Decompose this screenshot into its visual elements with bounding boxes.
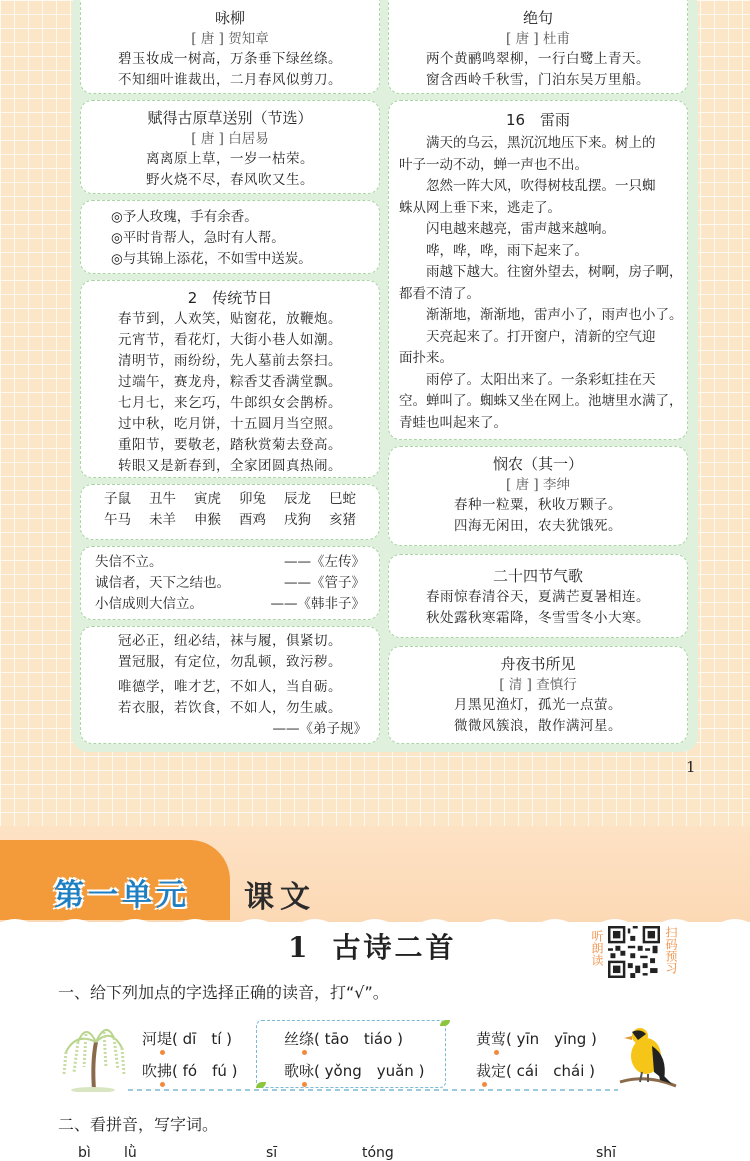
pinyin: sī	[266, 1145, 278, 1161]
proverb: ◎予人玫瑰，手有余香。	[111, 209, 258, 225]
zodiac-item: 巳蛇	[329, 491, 356, 507]
zodiac-item: 亥猪	[329, 512, 356, 528]
card-proverbs	[80, 200, 380, 274]
lesson-heading: 16 雷雨	[505, 111, 571, 129]
poem-line: 不知细叶谁裁出，二月春风似剪刀。	[118, 72, 342, 88]
card-dizigui	[80, 626, 380, 744]
poem-author: [ 清 ] 查慎行	[499, 677, 577, 693]
pinyin: bì	[78, 1145, 91, 1161]
emphasis-dot	[302, 1050, 307, 1055]
word-item	[284, 1060, 424, 1081]
text-line: 叶子一动不动，蝉一声也不出。	[399, 156, 588, 173]
emphasis-dot	[482, 1082, 487, 1087]
zodiac-item: 戌狗	[284, 512, 311, 528]
emphasis-dot	[160, 1082, 165, 1087]
poem-line: 若衣服，若饮食，不如人，勿生戚。	[118, 700, 342, 716]
text-line: 都看不清了。	[399, 285, 480, 302]
poem-line: 四海无闲田，农夫犹饿死。	[454, 518, 622, 534]
pinyin-choices[interactable]: ( fó fú )	[172, 1062, 238, 1080]
word-item	[142, 1060, 238, 1081]
card-festivals	[80, 280, 380, 478]
poem-line: 春种一粒粟，秋收万颗子。	[454, 497, 622, 513]
word: 黄莺	[476, 1030, 507, 1048]
dashed-divider	[128, 1088, 618, 1092]
emphasis-dot	[302, 1082, 307, 1087]
lesson-heading: 2 传统节日	[187, 289, 273, 307]
pinyin-choices[interactable]: ( dī tí )	[172, 1030, 232, 1048]
zodiac-row	[95, 510, 365, 531]
poem-title: 咏柳	[214, 9, 245, 27]
text-line: 闪电越来越亮，雷声越来越响。	[426, 221, 615, 237]
word-item	[142, 1028, 232, 1049]
word: 河堤	[142, 1030, 173, 1048]
zodiac-item: 卯兔	[239, 491, 266, 507]
proverb: ◎平时肯帮人，急时有人帮。	[111, 230, 285, 246]
page-number: 1	[686, 758, 696, 776]
pinyin-choices[interactable]: ( tāo tiáo )	[314, 1030, 403, 1048]
poem-source: ——《弟子规》	[272, 721, 367, 737]
lesson-number: 1	[288, 931, 311, 964]
word: 歌咏	[284, 1062, 315, 1080]
poem-line: 碧玉妆成一树高，万条垂下绿丝绦。	[118, 51, 342, 67]
zodiac-item: 午马	[104, 512, 131, 528]
text-line: 哗，哗，哗，雨下起来了。	[426, 242, 588, 259]
poem-line: 月黑见渔灯，孤光一点萤。	[454, 697, 622, 713]
poem-title: 舟夜书所见	[500, 655, 576, 673]
text-line: 雨越下越大。往窗外望去，树啊，房子啊，	[426, 264, 683, 280]
question-2: 二、看拼音，写字词。	[58, 1115, 219, 1134]
poem-line: 秋处露秋寒霜降，冬雪雪冬小大寒。	[426, 610, 650, 626]
zodiac-row	[95, 489, 365, 510]
quote-row	[95, 573, 365, 594]
word: 丝绦	[284, 1030, 315, 1048]
question-1: 一、给下列加点的字选择正确的读音，打“√”。	[58, 983, 389, 1002]
poem-title: 赋得古原草送别（节选）	[147, 109, 313, 127]
poem-title: 绝句	[522, 9, 553, 27]
text-line: 忽然一阵大风，吹得树枝乱摆。一只蜘	[426, 178, 656, 194]
poem-author: [ 唐 ] 李绅	[506, 477, 570, 493]
word: 吹拂	[142, 1062, 173, 1080]
card-minnong	[388, 446, 688, 546]
card-jueju	[388, 0, 688, 94]
poem-line: 窗含西岭千秋雪，门泊东吴万里船。	[426, 72, 650, 88]
poem-title: 二十四节气歌	[492, 567, 583, 585]
pinyin: lǜ	[124, 1145, 137, 1161]
card-zodiac	[80, 484, 380, 540]
poem-line: 置冠服，有定位，勿乱顿，致污秽。	[118, 654, 342, 670]
word: 裁定	[476, 1062, 507, 1080]
poem-line: 微微风簇浪，散作满河星。	[454, 718, 622, 734]
text-line: 天亮起来了。打开窗户，清新的空气迎	[426, 328, 656, 345]
cut-off-line	[91, 0, 369, 7]
lesson-title	[288, 926, 457, 966]
text-line: 面扑来。	[399, 350, 453, 366]
quote-row	[95, 552, 365, 573]
poem-line: 离离原上草，一岁一枯荣。	[146, 151, 314, 167]
qr-code-icon[interactable]	[608, 926, 660, 978]
poem-line: 唯德学，唯才艺，不如人，当自砺。	[118, 679, 342, 695]
poem-line: 过端午，赛龙舟，粽香艾香满堂飘。	[118, 374, 342, 390]
emphasis-dot	[494, 1050, 499, 1055]
zodiac-item: 申猴	[194, 512, 221, 528]
cut-off-line	[399, 0, 677, 7]
word-item	[476, 1028, 597, 1049]
emphasis-dot	[160, 1050, 165, 1055]
lesson-name: 古诗二首	[332, 931, 457, 964]
oriole-bird-icon	[616, 1022, 680, 1088]
zodiac-item: 酉鸡	[239, 512, 266, 528]
zodiac-item: 丑牛	[149, 491, 176, 507]
poem-author: [ 唐 ] 白居易	[191, 131, 269, 147]
poem-line: 两个黄鹂鸣翠柳，一行白鹭上青天。	[426, 51, 650, 67]
poem-line: 七月七，来乞巧，牛郎织女会鹊桥。	[118, 395, 342, 411]
poem-line: 过中秋，吃月饼，十五圆月当空照。	[118, 416, 342, 432]
poem-author: [ 唐 ] 杜甫	[506, 31, 570, 47]
card-jieqi	[388, 554, 688, 638]
card-zhouye	[388, 646, 688, 744]
zodiac-item: 寅虎	[194, 491, 221, 507]
poem-line: 冠必正，纽必结，袜与履，俱紧切。	[118, 633, 342, 649]
proverb: ◎与其锦上添花，不如雪中送炭。	[111, 251, 312, 267]
pinyin: shī	[596, 1145, 617, 1161]
unit-label: 第一单元	[54, 878, 190, 913]
poem-line: 清明节，雨纷纷，先人墓前去祭扫。	[118, 353, 342, 369]
poem-line: 元宵节，看花灯，大街小巷人如潮。	[118, 332, 342, 348]
quote-text: 失信不立。	[95, 554, 163, 570]
text-line: 渐渐地，渐渐地，雷声小了，雨声也小了。	[426, 307, 683, 323]
poem-line: 野火烧不尽，春风吹又生。	[146, 172, 314, 188]
pinyin: tóng	[362, 1145, 394, 1161]
poem-line: 重阳节，要敬老，踏秋赏菊去登高。	[118, 437, 342, 453]
pinyin-choices[interactable]: ( yīn yīng )	[506, 1030, 597, 1048]
poem-title: 悯农（其一）	[492, 455, 583, 473]
quote-source: ——《管子》	[284, 575, 365, 591]
card-leiyu	[388, 100, 688, 440]
quote-source: ——《左传》	[284, 554, 365, 570]
card-fude	[80, 100, 380, 194]
card-quotes	[80, 546, 380, 620]
zodiac-item: 未羊	[149, 512, 176, 528]
poem-line: 转眼又是新春到，全家团圆真热闹。	[118, 458, 342, 474]
quote-source: ——《韩非子》	[270, 596, 365, 612]
word-item	[284, 1028, 403, 1049]
willow-tree-icon	[56, 1012, 130, 1092]
zodiac-item: 子鼠	[104, 491, 131, 507]
text-line: 满天的乌云，黑沉沉地压下来。树上的	[426, 135, 656, 151]
text-line: 蛛从网上垂下来，逃走了。	[399, 199, 561, 216]
unit-section-label: 课文	[244, 880, 316, 915]
text-line: 青蛙也叫起来了。	[399, 414, 507, 431]
qr-caption-left: 听朗读	[590, 930, 604, 966]
text-line: 空。蝉叫了。蜘蛛又坐在网上。池塘里水满了，	[399, 393, 683, 409]
card-yongliu	[80, 0, 380, 94]
pinyin-choices[interactable]: ( cái chái )	[506, 1062, 595, 1080]
word-item	[476, 1060, 595, 1081]
quote-text: 小信成则大信立。	[95, 596, 203, 612]
poem-line: 春雨惊春清谷天，夏满芒夏暑相连。	[426, 589, 650, 605]
qr-caption-right: 扫码预习	[664, 926, 678, 974]
quote-text: 诚信者，天下之结也。	[95, 575, 230, 591]
pinyin-choices[interactable]: ( yǒng yuǎn )	[314, 1062, 425, 1080]
text-line: 雨停了。太阳出来了。一条彩虹挂在天	[426, 371, 656, 388]
quote-row	[95, 594, 365, 615]
poem-author: [ 唐 ] 贺知章	[191, 31, 269, 47]
poem-line: 春节到，人欢笑，贴窗花，放鞭炮。	[118, 311, 342, 327]
zodiac-item: 辰龙	[284, 491, 311, 507]
